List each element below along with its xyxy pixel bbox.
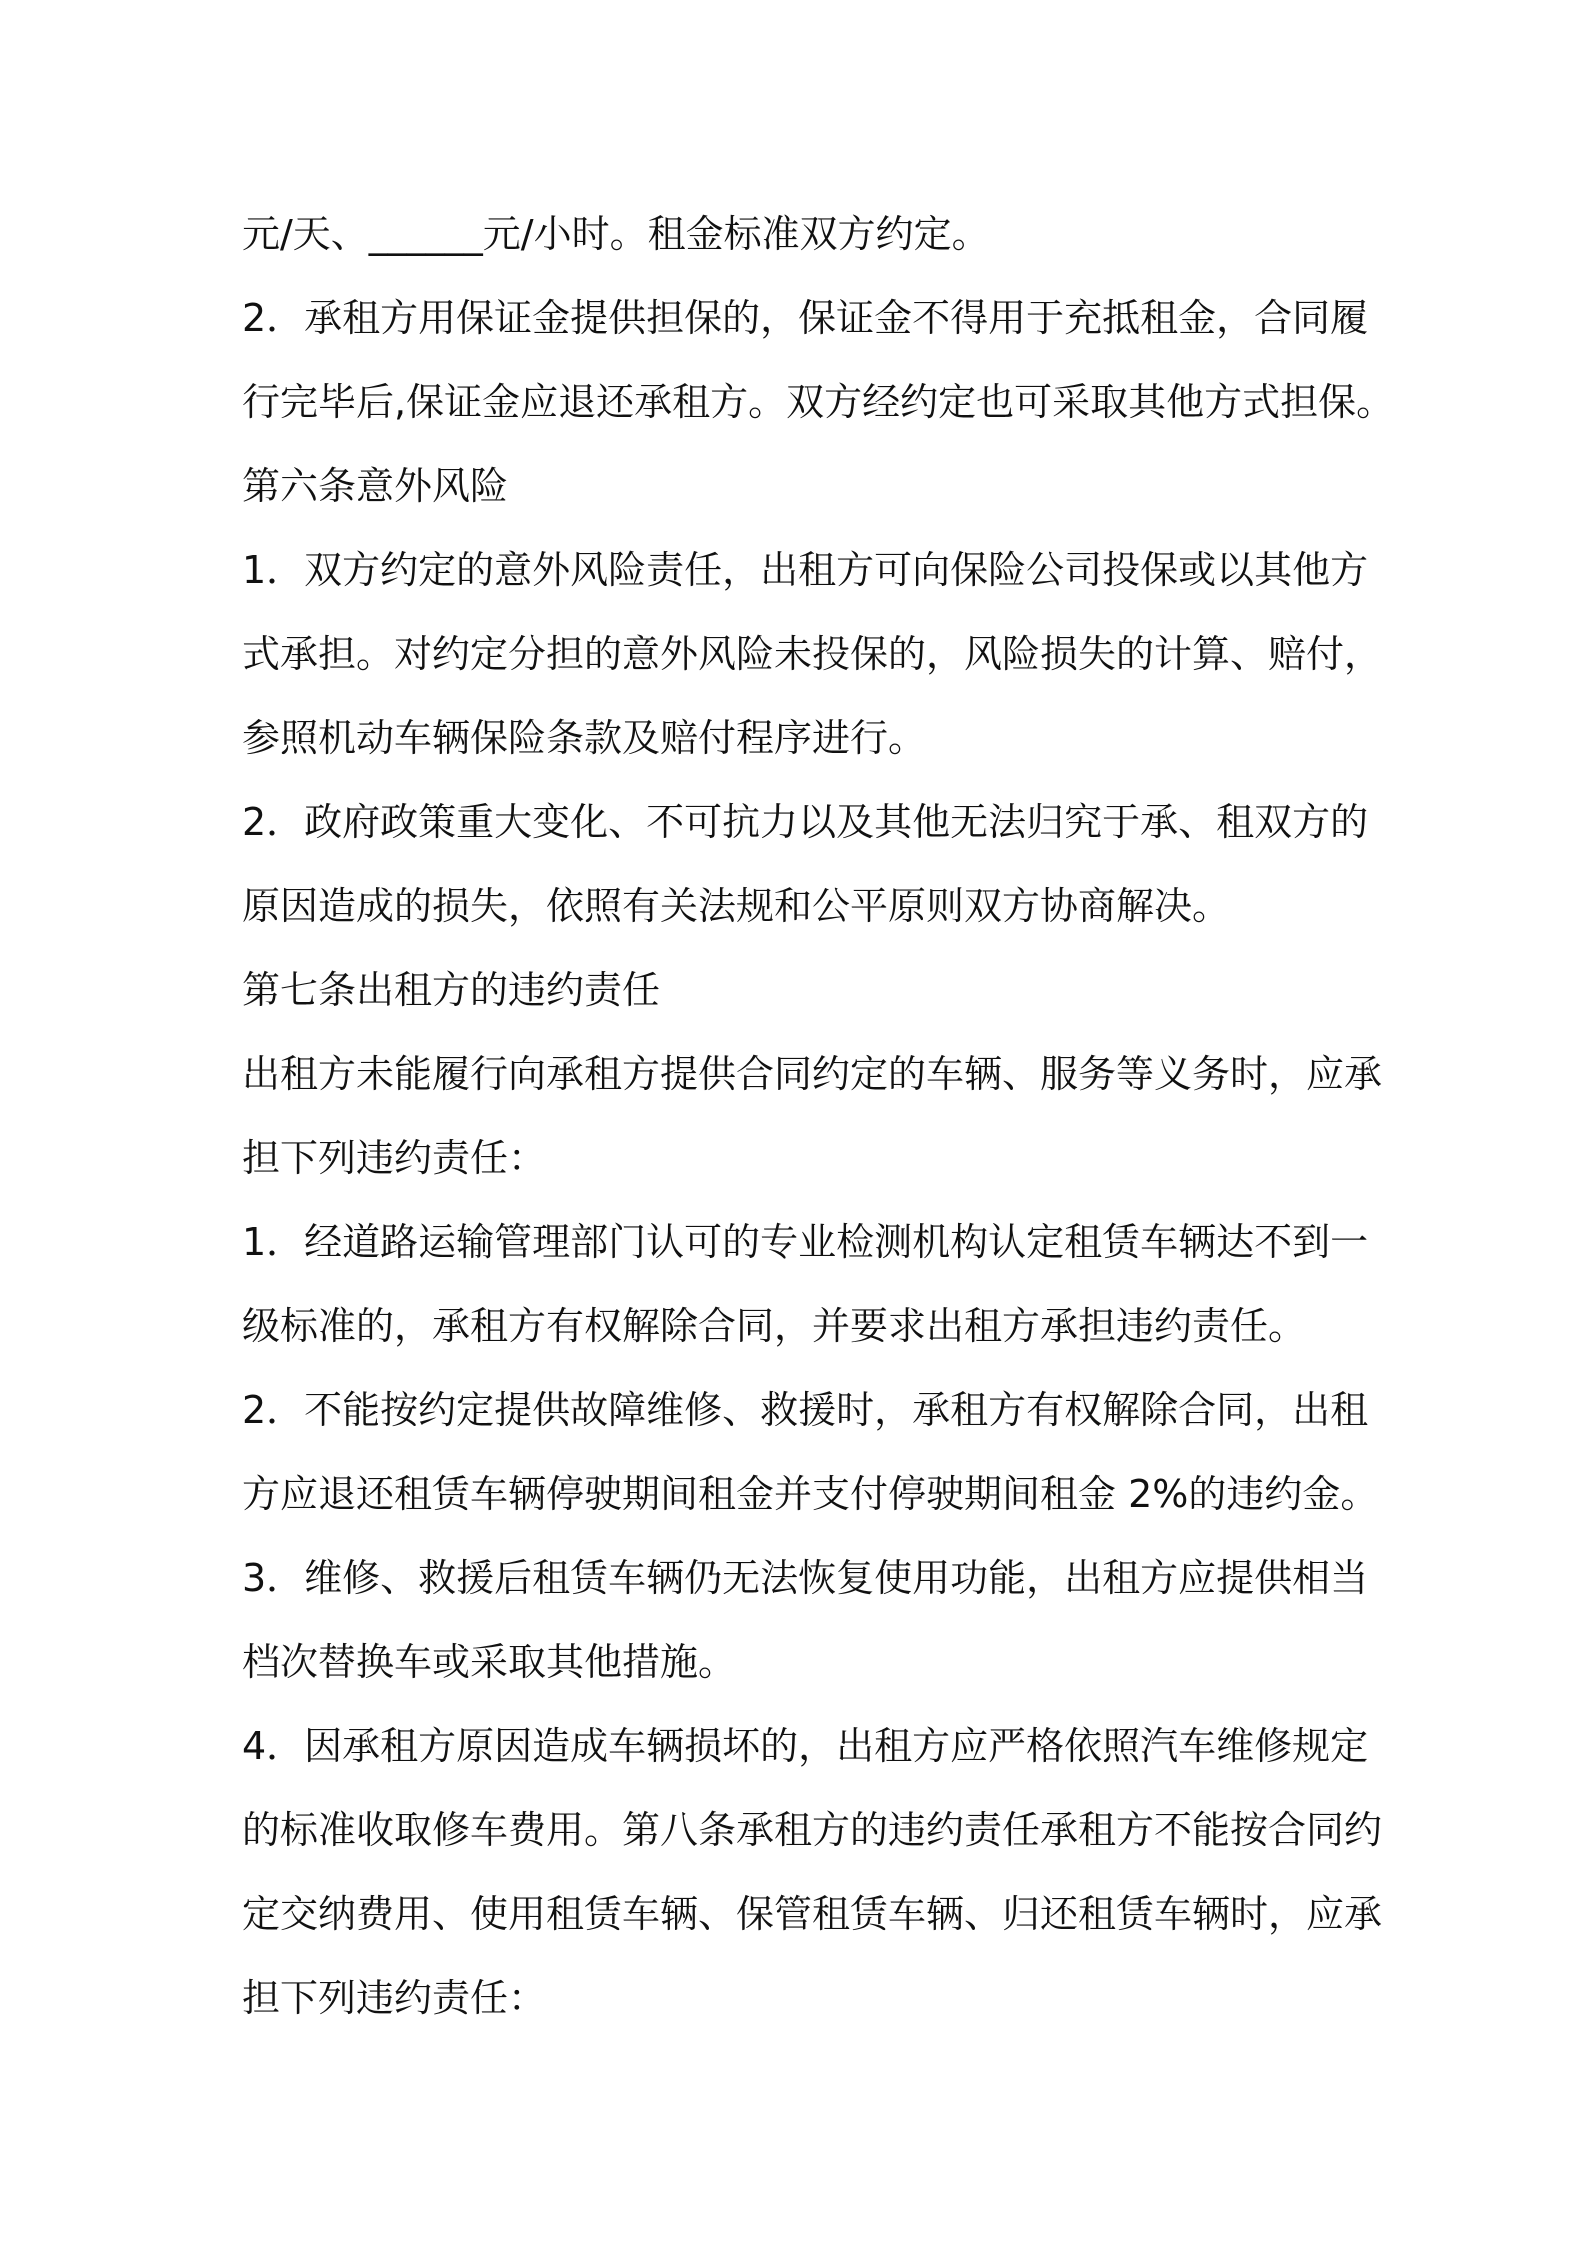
text-line-19: 4．因承租方原因造成车辆损坏的，出租方应严格依照汽车维修规定 (242, 1724, 1369, 1768)
text-line-14: 级标准的，承租方有权解除合同，并要求出租方承担违约责任。 (242, 1304, 1307, 1348)
text-line-17: 3．维修、救援后租赁车辆仍无法恢复使用功能，出租方应提供相当 (242, 1556, 1369, 1600)
text-line-12: 担下列违约责任： (242, 1136, 547, 1180)
text-line-20: 的标准收取修车费用。第八条承租方的违约责任承租方不能按合同约 (242, 1808, 1383, 1852)
text-line-16: 方应退还租赁车辆停驶期间租金并支付停驶期间租金 2%的违约金。 (242, 1472, 1379, 1516)
text-line-15: 2．不能按约定提供故障维修、救援时，承租方有权解除合同，出租 (242, 1388, 1369, 1432)
text-line-18: 档次替换车或采取其他措施。 (242, 1640, 737, 1684)
text-line-13: 1．经道路运输管理部门认可的专业检测机构认定租赁车辆达不到一 (242, 1220, 1369, 1264)
text-line-21: 定交纳费用、使用租赁车辆、保管租赁车辆、归还租赁车辆时，应承 (242, 1892, 1383, 1936)
text-line-5: 1．双方约定的意外风险责任，出租方可向保险公司投保或以其他方 (242, 548, 1369, 592)
text-line-11: 出租方未能履行向承租方提供合同约定的车辆、服务等义务时，应承 (242, 1052, 1383, 1096)
text-line-22: 担下列违约责任： (242, 1976, 547, 2020)
text-line-6: 式承担。对约定分担的意外风险未投保的，风险损失的计算、赔付， (242, 632, 1383, 676)
text-line-2: 2．承租方用保证金提供担保的，保证金不得用于充抵租金，合同履 (242, 296, 1369, 340)
section-heading-6: 第六条意外风险 (242, 464, 509, 508)
document-body (242, 192, 1395, 2040)
text-line-3: 行完毕后,保证金应退还承租方。双方经约定也可采取其他方式担保。 (242, 380, 1395, 424)
section-heading-7: 第七条出租方的违约责任 (242, 968, 661, 1012)
text-line-1: 元/天、______元/小时。租金标准双方约定。 (242, 212, 990, 256)
text-line-7: 参照机动车辆保险条款及赔付程序进行。 (242, 716, 927, 760)
text-line-9: 原因造成的损失，依照有关法规和公平原则双方协商解决。 (242, 884, 1231, 928)
text-line-8: 2．政府政策重大变化、不可抗力以及其他无法归究于承、租双方的 (242, 800, 1369, 844)
